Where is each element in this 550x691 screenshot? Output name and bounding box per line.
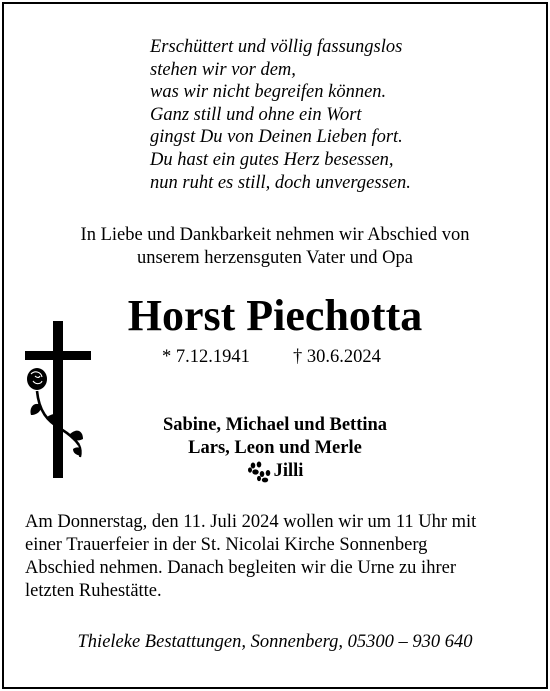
deceased-name: Horst Piechotta	[127, 291, 423, 340]
pet-line	[0, 460, 550, 490]
poem-line: gingst Du von Deinen Lieben fort.	[150, 127, 403, 148]
paw-print-icon	[247, 461, 271, 483]
ceremony-line: letzten Ruhestätte.	[25, 581, 162, 601]
death-date: † 30.6.2024	[293, 347, 381, 367]
intro-line: unserem herzensguten Vater und Opa	[136, 248, 414, 268]
poem-line: Ganz still und ohne ein Wort	[150, 104, 362, 125]
poem	[150, 36, 411, 194]
mourner-line: Sabine, Michael und Bettina	[162, 415, 388, 435]
farewell-intro	[0, 224, 550, 270]
ceremony-line: Abschied nehmen. Danach begleiten wir die Urne zu ihrer	[25, 558, 456, 578]
birth-date: * 7.12.1941	[162, 347, 250, 367]
ceremony-details	[25, 511, 476, 603]
poem-line: stehen wir vor dem,	[150, 59, 296, 80]
poem-line: nun ruht es still, doch unvergessen.	[150, 172, 411, 193]
pet-name: Jilli	[273, 461, 304, 481]
mourner-line: Lars, Leon und Merle	[188, 438, 362, 458]
poem-line: Erschüttert und völlig fassungslos	[150, 37, 403, 57]
mourners	[0, 414, 550, 490]
ceremony-line: Am Donnerstag, den 11. Juli 2024 wollen wir um 11 Uhr mit	[25, 512, 477, 532]
ceremony-line: einer Trauerfeier in der St. Nicolai Kirche Sonnenberg	[25, 535, 428, 555]
poem-line: was wir nicht begreifen können.	[150, 82, 387, 103]
intro-line: In Liebe und Dankbarkeit nehmen wir Abschied von	[80, 225, 470, 245]
funeral-home-contact: Thieleke Bestattungen, Sonnenberg, 05300 – 930 640	[77, 632, 473, 652]
poem-line: Du hast ein gutes Herz besessen,	[150, 149, 394, 170]
